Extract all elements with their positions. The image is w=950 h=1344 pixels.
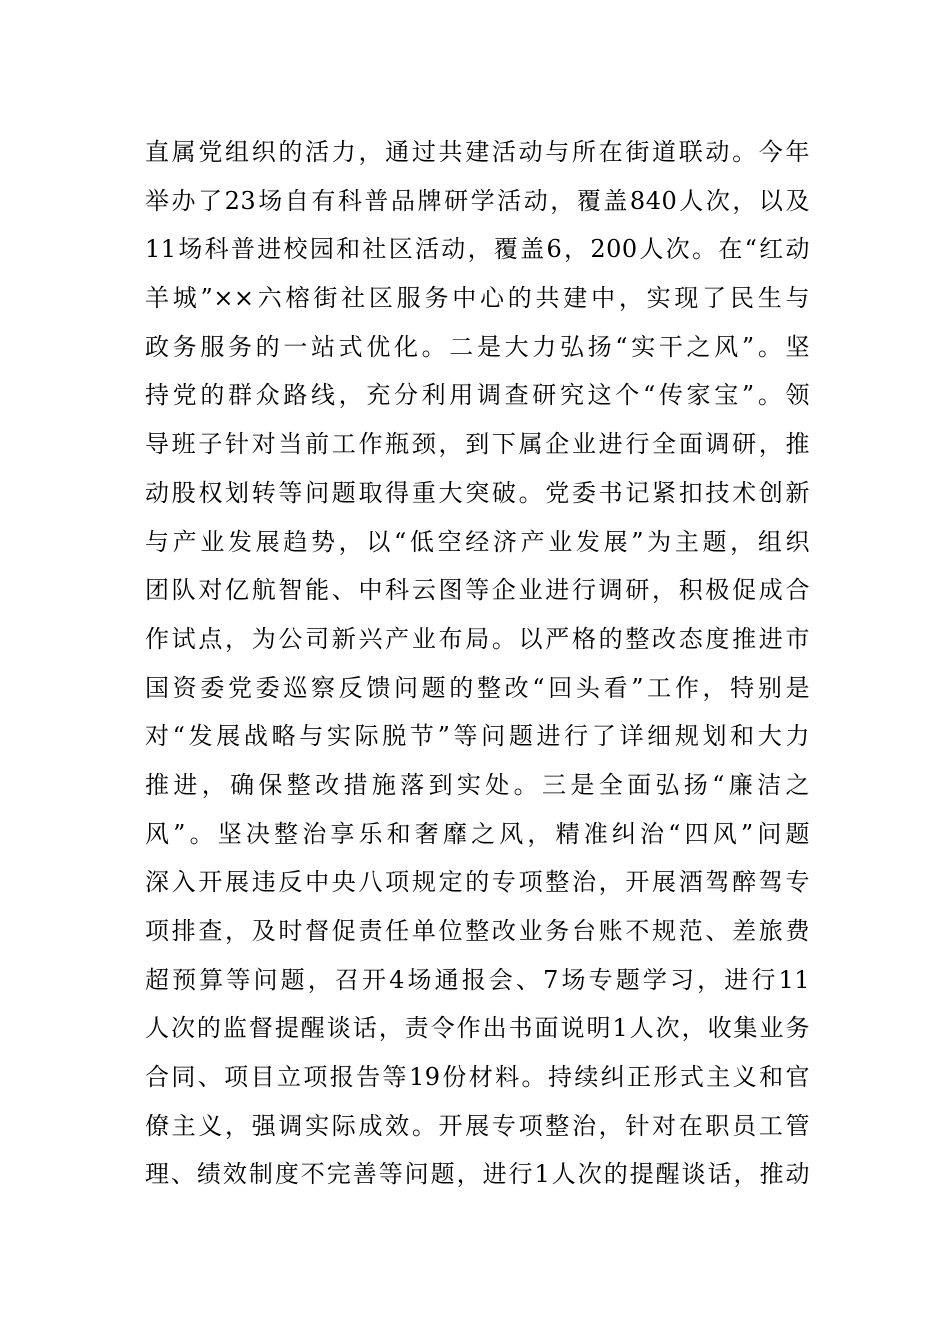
text-line-10: 团队对亿航智能、中科云图等企业进行调研，积极促成合 [145, 576, 810, 605]
text-line-9: 与产业发展趋势，以“低空经济产业发展”为主题，组织 [145, 527, 810, 556]
text-line-1: 直属党组织的活力，通过共建活动与所在街道联动。今年 [145, 138, 810, 166]
text-line-14: 推进，确保整改措施落到实处。三是全面弘扬“廉洁之 [145, 770, 810, 799]
text-line-21: 僚主义，强调实际成效。开展专项整治，针对在职员工管 [145, 1111, 810, 1140]
text-line-3: 11场科普进校园和社区活动，覆盖6，200人次。在“红动 [145, 235, 810, 264]
text-line-15: 风”。坚决整治享乐和奢靡之风，精准纠治“四风”问题 [145, 819, 810, 848]
text-line-2: 举办了23场自有科普品牌研学活动，覆盖840人次，以及 [145, 186, 810, 215]
text-line-4: 羊城”××六榕街社区服务中心的共建中，实现了民生与 [145, 284, 810, 313]
text-line-7: 导班子针对当前工作瓶颈，到下属企业进行全面调研，推 [145, 430, 810, 459]
text-line-22: 理、绩效制度不完善等问题，进行1人次的提醒谈话，推动 [145, 1160, 810, 1189]
text-line-17: 项排查，及时督促责任单位整改业务台账不规范、差旅费 [145, 917, 810, 945]
text-line-19: 人次的监督提醒谈话，责令作出书面说明1人次，收集业务 [145, 1014, 810, 1043]
text-line-16: 深入开展违反中央八项规定的专项整治，开展酒驾醉驾专 [145, 868, 810, 897]
text-line-5: 政务服务的一站式优化。二是大力弘扬“实干之风”。坚 [145, 332, 810, 361]
text-line-20: 合同、项目立项报告等19份材料。持续纠正形式主义和官 [145, 1063, 810, 1092]
text-line-8: 动股权划转等问题取得重大突破。党委书记紧扣技术创新 [145, 478, 810, 507]
body-text [145, 128, 810, 1199]
text-line-12: 国资委党委巡察反馈问题的整改“回头看”工作，特别是 [145, 673, 810, 702]
text-line-11: 作试点，为公司新兴产业布局。以严格的整改态度推进市 [145, 624, 810, 653]
text-line-6: 持党的群众路线，充分利用调查研究这个“传家宝”。领 [145, 381, 810, 410]
text-line-13: 对“发展战略与实际脱节”等问题进行了详细规划和大力 [145, 722, 810, 751]
text-line-18: 超预算等问题，召开4场通报会、7场专题学习，进行11 [145, 965, 810, 994]
